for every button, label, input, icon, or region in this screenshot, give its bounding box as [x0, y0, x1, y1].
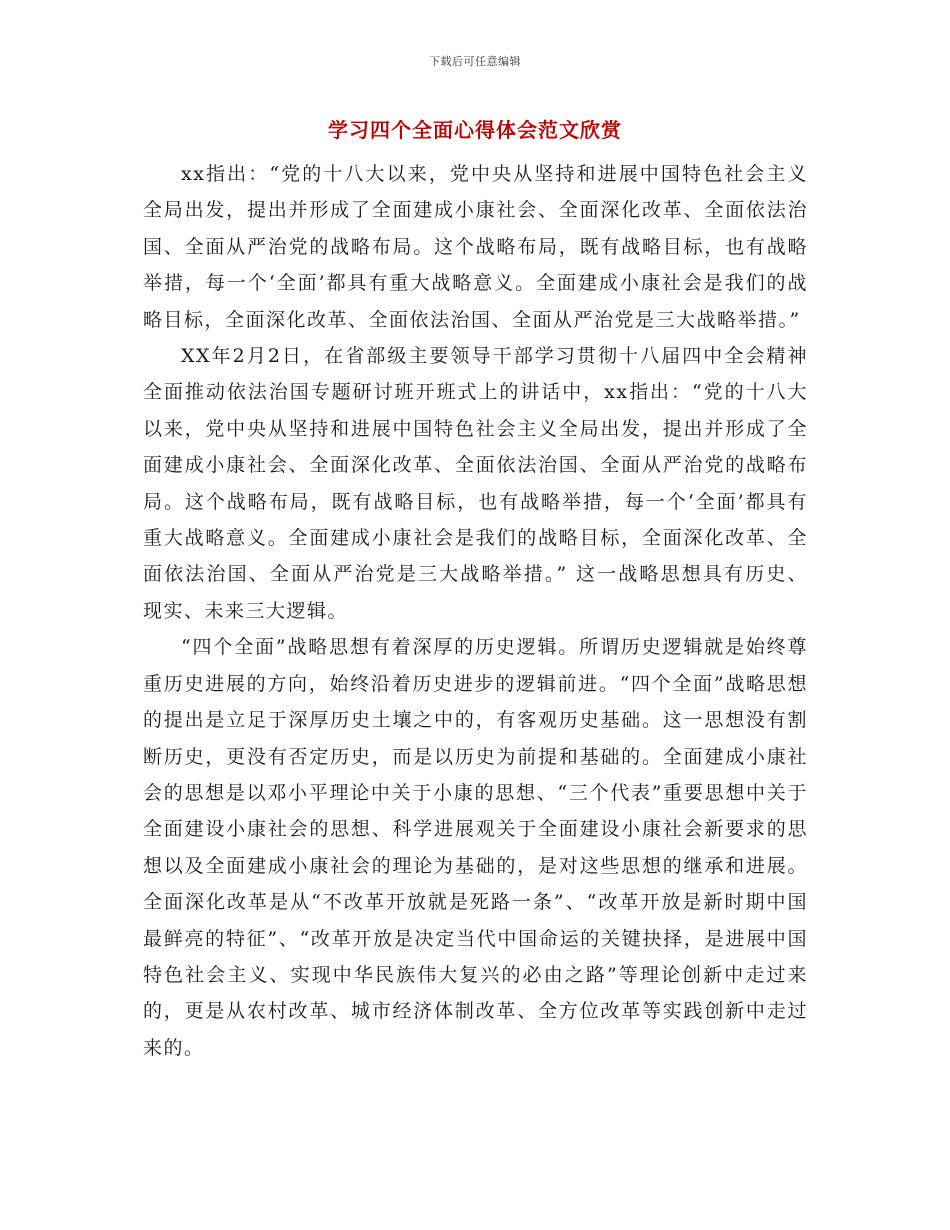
paragraph-3: “四个全面”战略思想有着深厚的历史逻辑。所谓历史逻辑就是始终尊重历史进展的方向，始终沿着历史进步的逻辑前进。“四个全面”战略思想的提出是立足于深厚历史土壤之中的，有客观历史基础。这一思想没有割断历史，更没有否定历史，而是以历史为前提和基础的。全面建成小康社会的思想是以邓小平理论中关于小康的思想、“三个代表”重要思想中关于全面建设小康社会的思想、科学进展观关于全面建设小康社会新要求的思想以及全面建成小康社会的理论为基础的，是对这些思想的继承和进展。全面深化改革是从“不改革开放就是死路一条”、“改革开放是新时期中国最鲜亮的特征”、“改革开放是决定当代中国命运的关键抉择，是进展中国特色社会主义、实现中华民族伟大复兴的必由之路”等理论创新中走过来的，更是从农村改革、城市经济体制改革、全方位改革等实践创新中走过来的。: [143, 636, 808, 1059]
paragraph-1: xx指出：“党的十八大以来，党中央从坚持和进展中国特色社会主义全局出发，提出并形成了全面建成小康社会、全面深化改革、全面依法治国、全面从严治党的战略布局。这个战略布局，既有战略目标，也有战略举措，每一个‘全面’都具有重大战略意义。全面建成小康社会是我们的战略目标，全面深化改革、全面依法治国、全面从严治党是三大战略举措。”: [143, 163, 808, 331]
document-title: 学习四个全面心得体会范文欣赏: [328, 118, 622, 142]
header-note: 下载后可任意编辑: [429, 55, 521, 68]
document-body: [143, 156, 808, 1066]
paragraph-2: XX年2月2日，在省部级主要领导干部学习贯彻十八届四中全会精神全面推动依法治国专题研讨班开班式上的讲话中，xx指出：“党的十八大以来，党中央从坚持和进展中国特色社会主义全局出发，提出并形成了全面建成小康社会、全面深化改革、全面依法治国、全面从严治党的战略布局。这个战略布局，既有战略目标，也有战略举措，每一个‘全面’都具有重大战略意义。全面建成小康社会是我们的战略目标，全面深化改革、全面依法治国、全面从严治党是三大战略举措。” 这一战略思想具有历史、现实、未来三大逻辑。: [143, 345, 808, 622]
